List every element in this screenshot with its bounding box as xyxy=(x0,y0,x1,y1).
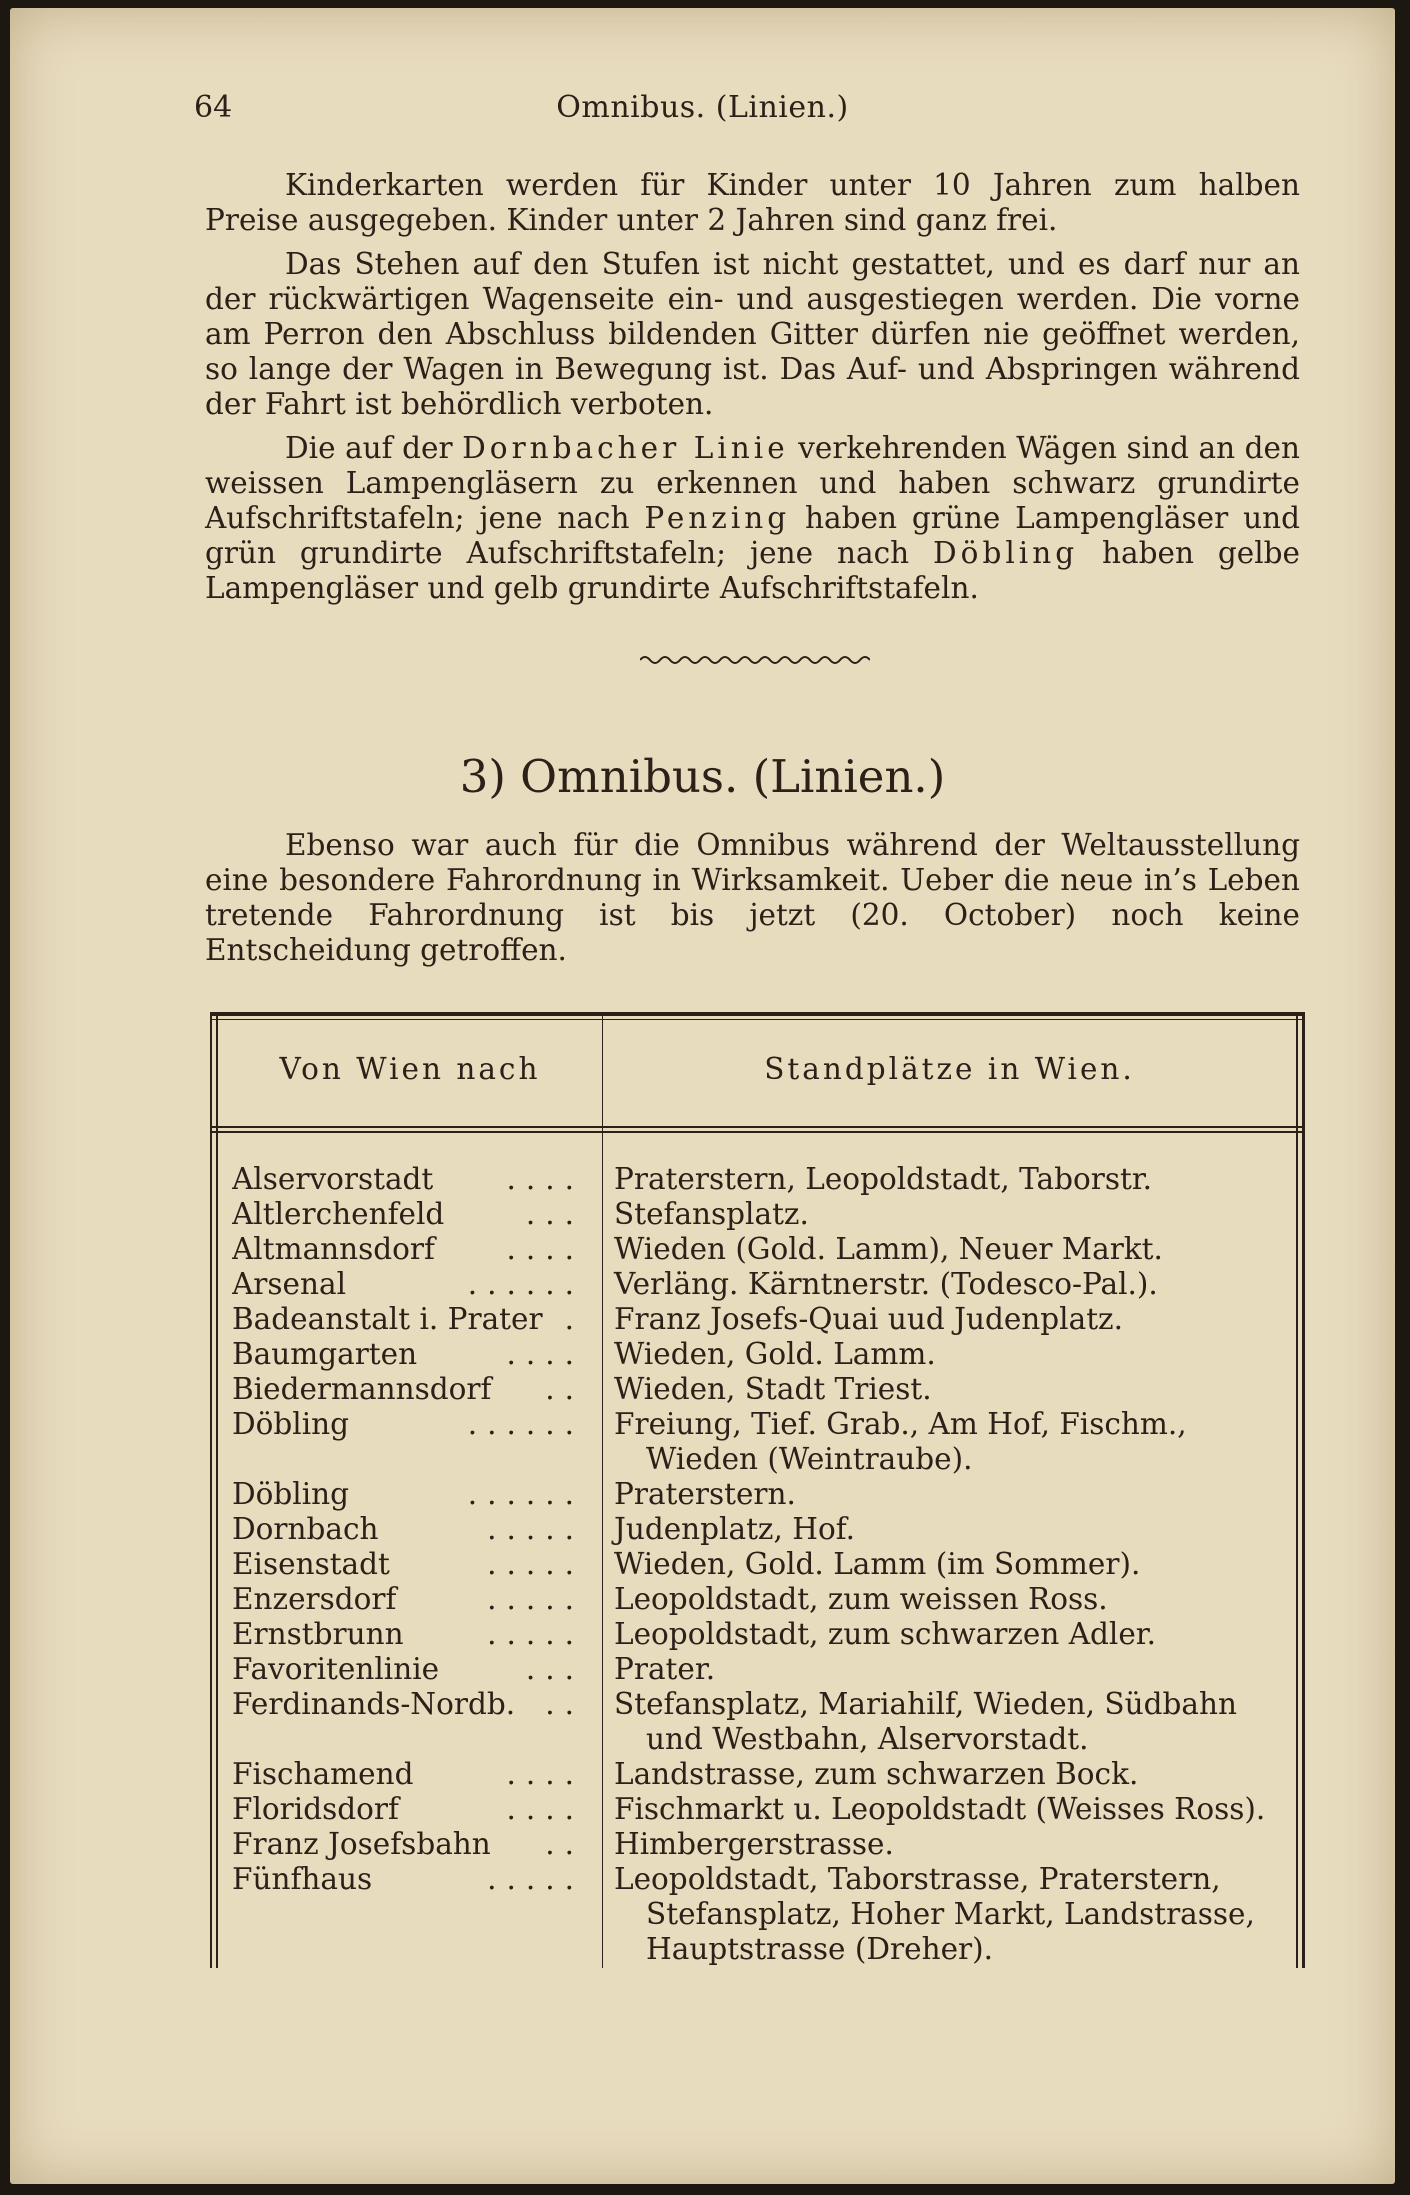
spaced-term: Döbling xyxy=(933,536,1079,570)
table-row: Badeanstalt i. Prater . Franz Josefs-Quai uud Judenplatz. xyxy=(232,1302,1123,1336)
section-intro: Ebenso war auch für die Omnibus während der Weltausstellung eine besondere Fahrordnung in Wirksamkeit. Ueber die neue in’s Leben tretende Fahrordnung ist bis jetzt (20. October) noch keine Entscheidung getroffen. xyxy=(205,828,1300,967)
table-row: Favoritenlinie ... Prater. xyxy=(232,1652,716,1686)
omnibus-table xyxy=(210,1012,1305,1968)
table-row: Alservorstadt .... Praterstern, Leopoldstadt, Taborstr. xyxy=(232,1162,1153,1196)
paragraph: Das Stehen auf den Stufen ist nicht gestattet, und es darf nur an der rückwärtigen Wagenseite ein- und ausgestiegen werden. Die vorne am Perron den Abschluss bildenden Gitter dürfen nie geöffnet werden, so lange der Wagen in Bewegung ist. Das Auf- und Abspringen während der Fahrt ist behördlich verboten. xyxy=(205,247,1300,421)
table-body xyxy=(210,1162,1305,1967)
table-row: Eisenstadt ..... Wieden, Gold. Lamm (im Sommer). xyxy=(232,1547,1141,1581)
table-row: Biedermannsdorf .. Wieden, Stadt Triest. xyxy=(232,1372,932,1406)
table-row: Altlerchenfeld ... Stefansplatz. xyxy=(232,1197,809,1231)
table-row: Enzersdorf ..... Leopoldstadt, zum weissen Ross. xyxy=(232,1582,1108,1616)
wavy-ornament-divider xyxy=(640,653,870,667)
column-header-destination: Von Wien nach xyxy=(279,1052,541,1086)
table-row: Döbling ...... Freiung, Tief. Grab., Am Hof, Fischm., Wieden (Weintraube). xyxy=(232,1407,1187,1476)
running-title: Omnibus. (Linien.) xyxy=(556,90,849,125)
table-row: Fünfhaus ..... Leopoldstadt, Taborstrasse, Praterstern, Stefansplatz, Hoher Markt, Landstrasse, Hauptstrasse (Dreher). xyxy=(232,1862,1255,1966)
table-top-rule xyxy=(210,1012,1305,1016)
top-text xyxy=(205,168,1300,615)
table-row: Döbling ...... Praterstern. xyxy=(232,1477,796,1511)
table-top-rule-thin xyxy=(210,1019,1305,1020)
header-bottom-rule xyxy=(210,1126,1305,1128)
spaced-term: Dornbacher Linie xyxy=(462,431,789,465)
paragraph-lamp-colors: Die auf der Dornbacher Linie verkehrenden Wägen sind an den weissen Lampengläsern zu erkennen und haben schwarz grundirte Aufschriftstafeln; jene nach Penzing haben grüne Lampengläser und grün grundirte Aufschriftstafeln; jene nach Döbling haben gelbe Lampengläser und gelb grundirte Aufschriftstafeln. xyxy=(205,431,1300,605)
table-row: Franz Josefsbahn .. Himbergerstrasse. xyxy=(232,1827,894,1861)
column-header-stands: Standplätze in Wien. xyxy=(764,1052,1135,1086)
table-row: Fischamend .... Landstrasse, zum schwarzen Bock. xyxy=(232,1757,1139,1791)
header-bottom-rule-2 xyxy=(210,1131,1305,1133)
table-row: Floridsdorf .... Fischmarkt u. Leopoldstadt (Weisses Ross). xyxy=(232,1792,1266,1826)
page-number: 64 xyxy=(194,90,233,125)
running-header xyxy=(10,90,1395,130)
table-row: Dornbach ..... Judenplatz, Hof. xyxy=(232,1512,855,1546)
table-row: Altmannsdorf .... Wieden (Gold. Lamm), Neuer Markt. xyxy=(232,1232,1163,1266)
table-row: Ferdinands-Nordb. .. Stefansplatz, Mariahilf, Wieden, Südbahn und Westbahn, Alservorstadt. xyxy=(232,1687,1237,1756)
book-page xyxy=(10,8,1395,2184)
paragraph: Kinderkarten werden für Kinder unter 10 Jahren zum halben Preise ausgegeben. Kinder unter 2 Jahren sind ganz frei. xyxy=(205,168,1300,237)
table-row: Baumgarten .... Wieden, Gold. Lamm. xyxy=(232,1337,936,1371)
section-heading: 3) Omnibus. (Linien.) xyxy=(459,750,946,803)
spaced-term: Penzing xyxy=(644,501,791,535)
table-row: Ernstbrunn ..... Leopoldstadt, zum schwarzen Adler. xyxy=(232,1617,1157,1651)
table-row: Arsenal ...... Verläng. Kärntnerstr. (Todesco-Pal.). xyxy=(232,1267,1158,1301)
